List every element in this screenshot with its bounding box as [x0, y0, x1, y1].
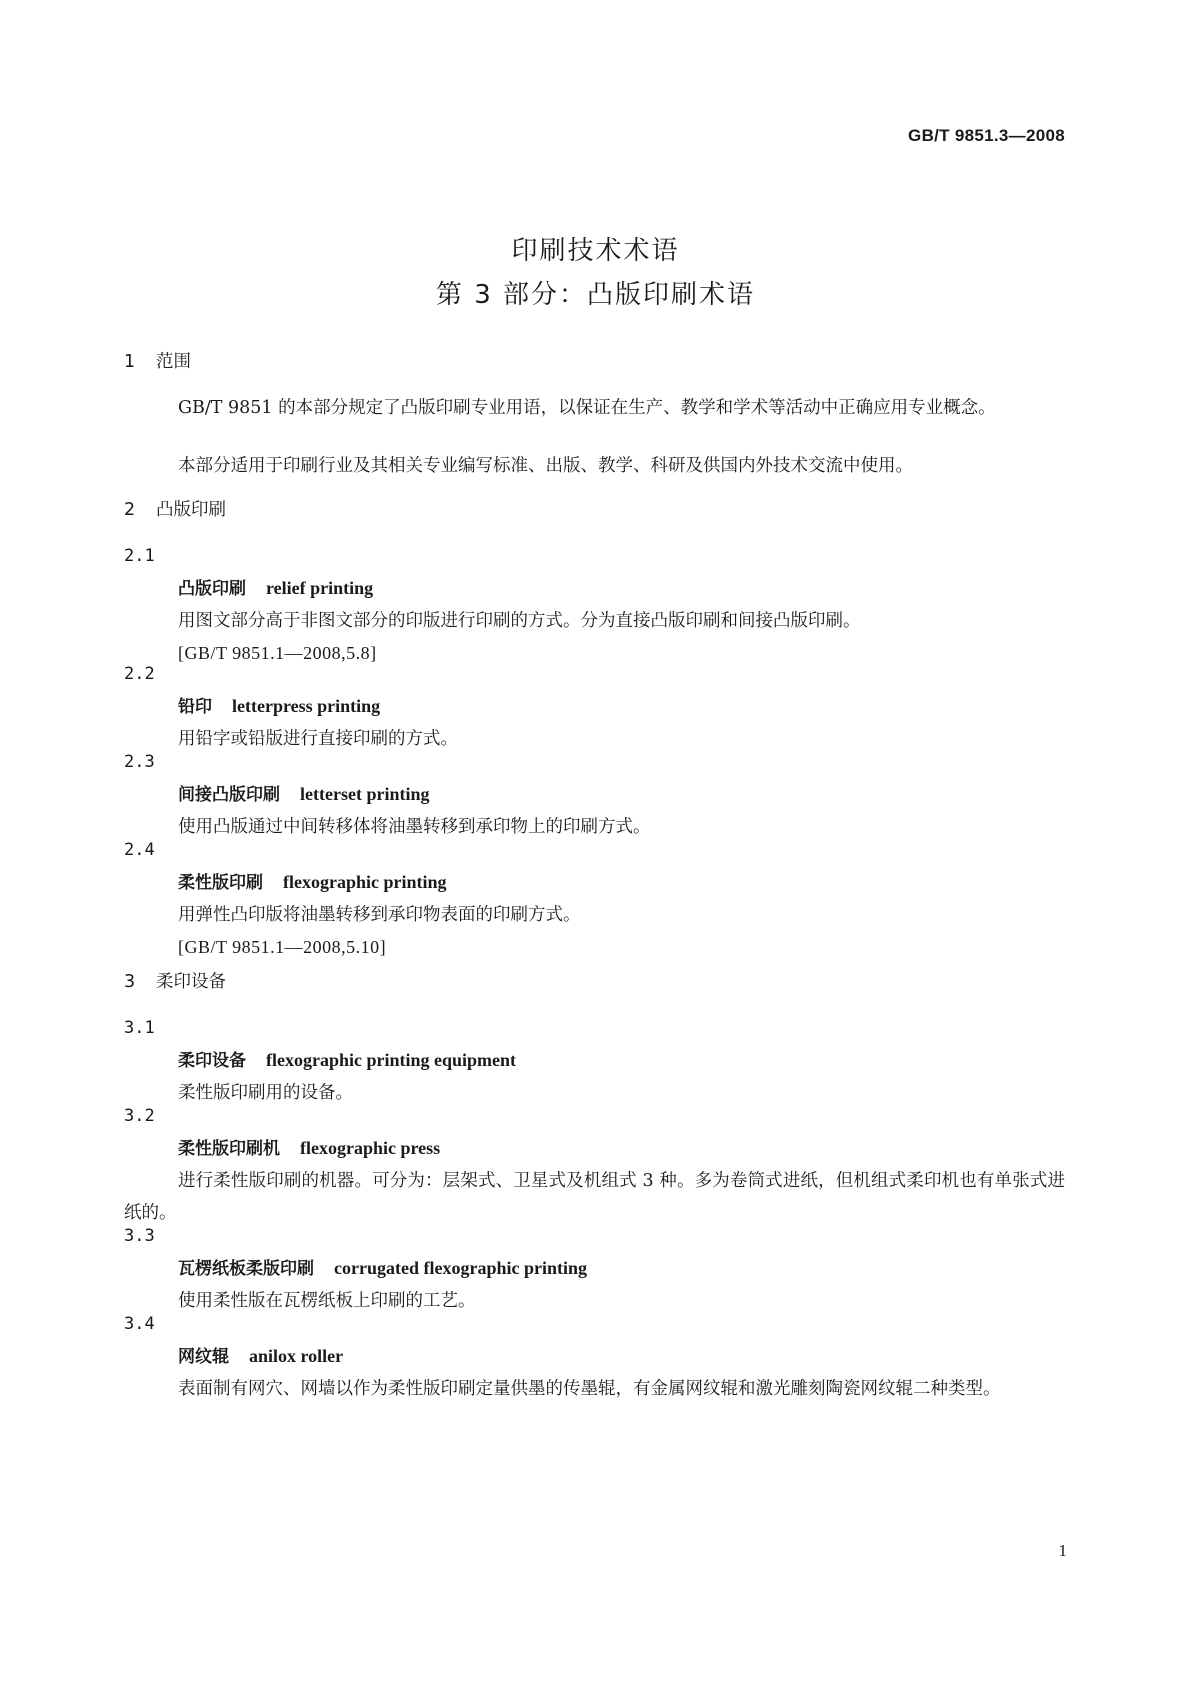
term-definition: 表面制有网穴、网墙以作为柔性版印刷定量供墨的传墨辊，有金属网纹辊和激光雕刻陶瓷网纹辊二种类型。 — [178, 1379, 1001, 1399]
term-english: letterpress printing — [232, 696, 381, 716]
section-number: 2 — [124, 500, 136, 520]
clause-3-2 — [124, 1100, 1065, 1229]
term-definition: 用图文部分高于非图文部分的印版进行印刷的方式。分为直接凸版印刷和间接凸版印刷。 — [178, 611, 861, 631]
section-number: 3 — [124, 972, 136, 992]
clause-3-1 — [124, 1012, 1065, 1109]
term-english: letterset printing — [300, 784, 430, 804]
term-english: flexographic printing — [283, 872, 447, 892]
term-chinese: 凸版印刷 — [178, 579, 246, 599]
section-title: 凸版印刷 — [156, 500, 226, 520]
term-line — [124, 572, 1065, 605]
document-subtitle: 第 3 部分：凸版印刷术语 — [435, 280, 756, 310]
clause-number: 3.2 — [124, 1106, 155, 1126]
term-line — [124, 1132, 1065, 1165]
term-english: anilox roller — [249, 1346, 344, 1366]
term-chinese: 柔印设备 — [178, 1051, 246, 1071]
section-1-heading — [124, 346, 1065, 378]
scope-paragraph-1: GB/T 9851 的本部分规定了凸版印刷专业用语，以保证在生产、教学和学术等活动中正确应用专业概念。 — [178, 398, 996, 418]
clause-number: 2.4 — [124, 840, 155, 860]
clause-number: 3.1 — [124, 1018, 155, 1038]
clause-number: 3.3 — [124, 1226, 155, 1246]
page-number: 1 — [1058, 1541, 1067, 1560]
section-title: 柔印设备 — [156, 972, 226, 992]
clause-number: 2.1 — [124, 546, 155, 566]
term-chinese: 网纹辊 — [178, 1347, 229, 1367]
clause-3-3 — [124, 1220, 1065, 1317]
term-definition: 使用柔性版在瓦楞纸板上印刷的工艺。 — [178, 1291, 476, 1311]
term-line — [124, 866, 1065, 899]
term-english: corrugated flexographic printing — [334, 1258, 587, 1278]
clause-2-1 — [124, 540, 1065, 669]
clause-number: 2.3 — [124, 752, 155, 772]
term-line — [124, 1340, 1065, 1373]
scope-paragraph-2: 本部分适用于印刷行业及其相关专业编写标准、出版、教学、科研及供国内外技术交流中使用。 — [178, 456, 913, 476]
term-english: flexographic press — [300, 1138, 441, 1158]
clause-number: 3.4 — [124, 1314, 155, 1334]
term-line — [124, 778, 1065, 811]
section-title: 范围 — [156, 352, 191, 372]
term-definition: 柔性版印刷用的设备。 — [178, 1083, 353, 1103]
term-definition: 使用凸版通过中间转移体将油墨转移到承印物上的印刷方式。 — [178, 817, 651, 837]
term-chinese: 柔性版印刷机 — [178, 1139, 280, 1159]
term-line — [124, 1044, 1065, 1077]
section-3-heading — [124, 966, 1065, 998]
document-title: 印刷技术术语 — [511, 236, 680, 266]
term-chinese: 柔性版印刷 — [178, 873, 263, 893]
term-line — [124, 1252, 1065, 1285]
term-english: relief printing — [266, 578, 374, 598]
clause-3-4 — [124, 1308, 1065, 1405]
term-definition: 用铅字或铅版进行直接印刷的方式。 — [178, 729, 458, 749]
clause-2-4 — [124, 834, 1065, 963]
clause-number: 2.2 — [124, 664, 155, 684]
term-definition: 用弹性凸印版将油墨转移到承印物表面的印刷方式。 — [178, 905, 581, 925]
term-chinese: 间接凸版印刷 — [178, 785, 280, 805]
term-chinese: 瓦楞纸板柔版印刷 — [178, 1259, 314, 1279]
term-line — [124, 690, 1065, 723]
clause-2-2 — [124, 658, 1065, 755]
section-number: 1 — [124, 352, 136, 372]
section-2-heading — [124, 494, 1065, 526]
clause-2-3 — [124, 746, 1065, 843]
term-chinese: 铅印 — [178, 697, 212, 717]
term-english: flexographic printing equipment — [266, 1050, 517, 1070]
term-reference: [GB/T 9851.1—2008,5.10] — [178, 937, 387, 957]
standard-code: GB/T 9851.3—2008 — [908, 126, 1065, 145]
term-reference: [GB/T 9851.1—2008,5.8] — [178, 643, 377, 663]
term-definition: 进行柔性版印刷的机器。可分为：层架式、卫星式及机组式 3 种。多为卷筒式进纸，但机组式柔印机也有单张式进纸的。 — [124, 1171, 1065, 1223]
